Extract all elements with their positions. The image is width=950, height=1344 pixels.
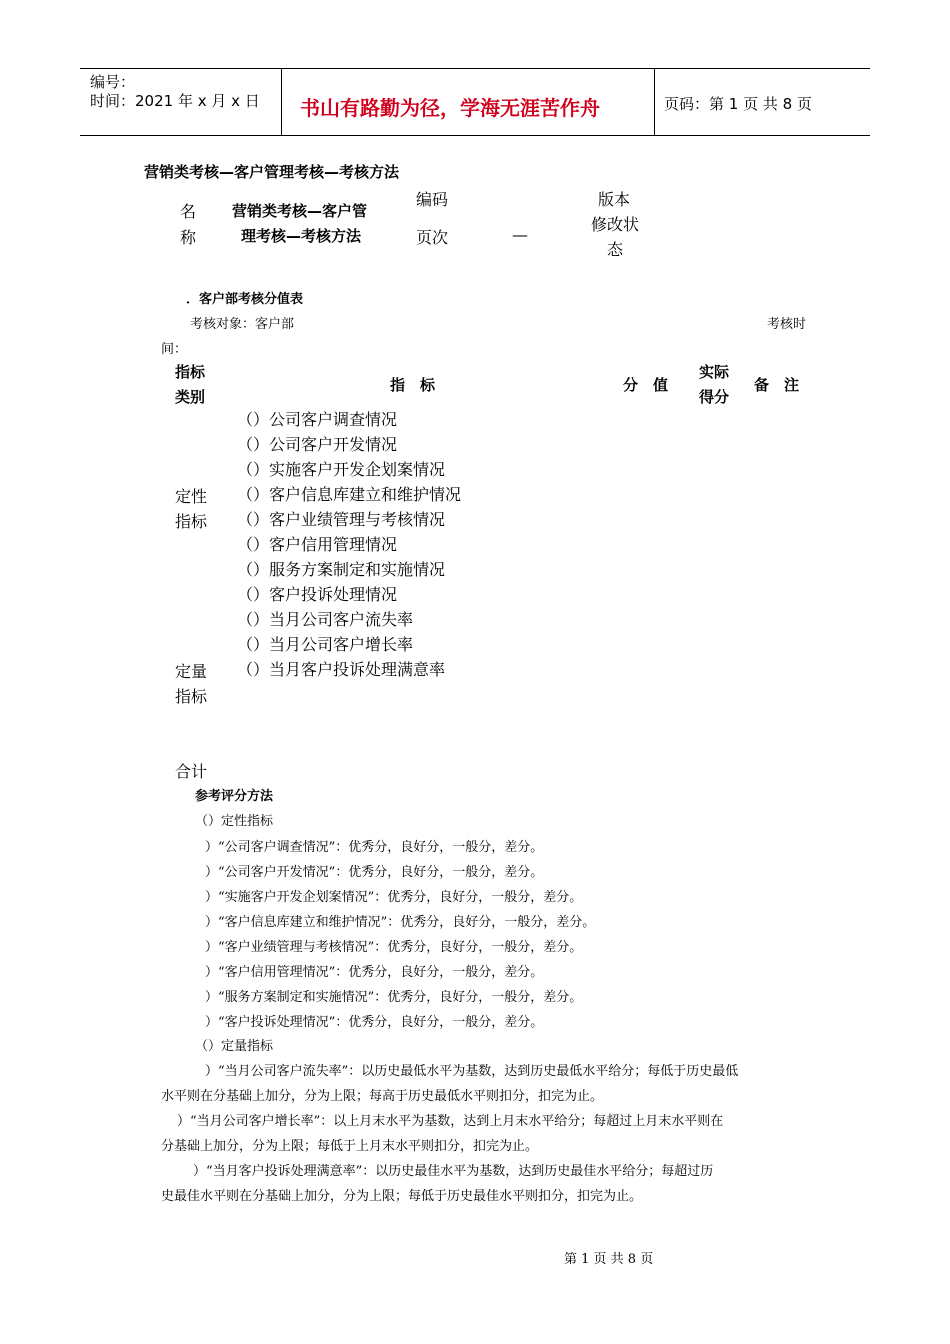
info-name-label-2: 称 <box>180 228 197 247</box>
col-header-actual-1: 实际 <box>699 363 730 381</box>
assess-time-part-2: 间： <box>161 342 188 357</box>
category-quantitative-2: 指标 <box>175 687 208 706</box>
assess-time-part-1: 考核时 <box>767 317 807 332</box>
col-header-category-1: 指标 <box>175 363 206 381</box>
method-qualitative-item: ）“客户信息库建立和维护情况”：优秀分，良好分，一般分，差分。 <box>205 915 596 930</box>
info-version-line-2: 修改状 <box>591 215 640 234</box>
info-version-line-1: 版本 <box>598 190 631 209</box>
indicator-item: （）实施客户开发企划案情况 <box>237 460 446 479</box>
info-name-value-1: 营销类考核—客户管 <box>232 202 368 220</box>
indicator-item: （）客户业绩管理与考核情况 <box>237 510 446 529</box>
method-quantitative-3-line1: ）“当月客户投诉处理满意率”：以历史最佳水平为基数，达到历史最佳水平给分；每超过历 <box>193 1164 714 1179</box>
total-label: 合计 <box>175 762 208 781</box>
page-footer: 第 1 页 共 8 页 <box>564 1252 654 1267</box>
indicator-item: （）客户信息库建立和维护情况 <box>237 485 462 504</box>
col-header-actual-2: 得分 <box>699 388 730 406</box>
method-qualitative-item: ）“公司客户开发情况”：优秀分，良好分，一般分，差分。 <box>205 865 544 880</box>
method-quantitative-1-line1: ）“当月公司客户流失率”：以历史最低水平为基数，达到历史最低水平给分；每低于历史最低 <box>205 1064 739 1079</box>
method-quantitative-3-line2: 史最佳水平则在分基础上加分，分为上限；每低于历史最佳水平则扣分，扣完为止。 <box>161 1189 643 1204</box>
category-qualitative-2: 指标 <box>175 512 208 531</box>
method-qualitative-item: ）“客户业绩管理与考核情况”：优秀分，良好分，一般分，差分。 <box>205 940 583 955</box>
method-qualitative-item: ）“服务方案制定和实施情况”：优秀分，良好分，一般分，差分。 <box>205 990 583 1005</box>
info-version-line-3: 态 <box>607 240 624 259</box>
indicator-item: （）客户信用管理情况 <box>237 535 398 554</box>
info-name-value-2: 理考核—考核方法 <box>241 227 362 245</box>
col-header-category-2: 类别 <box>175 388 206 406</box>
header-page-info: 页码：第 1 页 共 8 页 <box>664 95 812 113</box>
category-qualitative-1: 定性 <box>175 487 208 506</box>
indicator-item: （）公司客户调查情况 <box>237 410 398 429</box>
header-motto: 书山有路勤为径，学海无涯苦作舟 <box>300 96 600 120</box>
section-title: ．客户部考核分值表 <box>186 292 304 307</box>
header-number-label: 编号： <box>90 73 136 91</box>
method-qualitative-heading: （）定性指标 <box>195 814 274 829</box>
header-divider-right <box>654 68 655 136</box>
document-title: 营销类考核—客户管理考核—考核方法 <box>144 163 400 181</box>
category-quantitative-1: 定量 <box>175 662 208 681</box>
indicator-item: （）当月公司客户增长率 <box>237 635 414 654</box>
method-qualitative-item: ）“客户信用管理情况”：优秀分，良好分，一般分，差分。 <box>205 965 544 980</box>
info-code-label: 编码 <box>416 190 449 209</box>
indicator-item: （）服务方案制定和实施情况 <box>237 560 446 579</box>
method-quantitative-1-line2: 水平则在分基础上加分，分为上限；每高于历史最低水平则扣分，扣完为止。 <box>161 1089 604 1104</box>
indicator-item: （）当月公司客户流失率 <box>237 610 414 629</box>
col-header-remark: 备 注 <box>754 376 800 394</box>
header-divider-left <box>281 68 282 136</box>
header-top-border <box>80 68 870 69</box>
col-header-indicator: 指 标 <box>390 376 436 394</box>
method-qualitative-list <box>205 835 595 1035</box>
assess-object: 考核对象：客户部 <box>190 317 295 332</box>
indicator-list <box>237 407 461 682</box>
info-name-label-1: 名 <box>180 202 197 221</box>
header-time-label: 时间：2021 年 x 月 x 日 <box>90 92 260 110</box>
col-header-score: 分 值 <box>623 376 669 394</box>
info-pages-value: — <box>512 225 528 244</box>
indicator-item: （）公司客户开发情况 <box>237 435 398 454</box>
indicator-item: （）客户投诉处理情况 <box>237 585 398 604</box>
method-qualitative-item: ）“公司客户调查情况”：优秀分，良好分，一般分，差分。 <box>205 840 544 855</box>
header-bottom-border <box>80 135 870 136</box>
info-pages-label: 页次 <box>416 228 449 247</box>
method-quantitative-2-line2: 分基础上加分，分为上限；每低于上月末水平则扣分，扣完为止。 <box>161 1139 539 1154</box>
method-title: 参考评分方法 <box>195 789 274 804</box>
method-quantitative-2-line1: ）“当月公司客户增长率”：以上月末水平为基数，达到上月末水平给分；每超过上月末水平则在 <box>177 1114 724 1129</box>
indicator-item: （）当月客户投诉处理满意率 <box>237 660 446 679</box>
method-qualitative-item: ）“实施客户开发企划案情况”：优秀分，良好分，一般分，差分。 <box>205 890 583 905</box>
method-qualitative-item: ）“客户投诉处理情况”：优秀分，良好分，一般分，差分。 <box>205 1015 544 1030</box>
method-quantitative-heading: （）定量指标 <box>195 1039 274 1054</box>
